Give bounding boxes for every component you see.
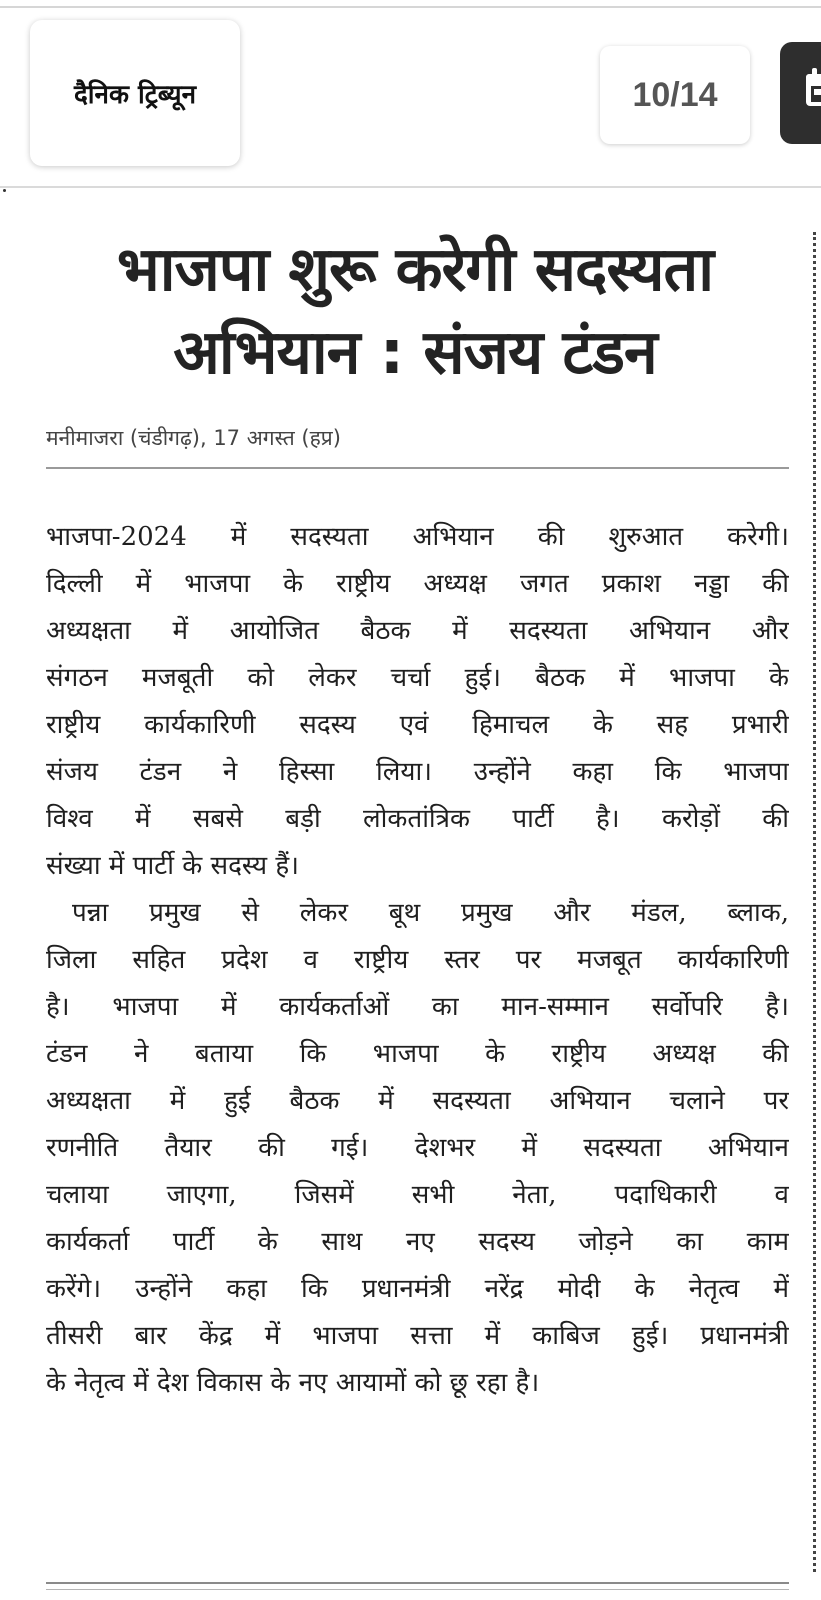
dateline-divider [46, 467, 789, 469]
publication-logo-button[interactable] [30, 20, 240, 166]
body-line: के नेतृत्व में देश विकास के नए आयामों को छू रहा है। [46, 1368, 540, 1398]
body-line: पन्ना प्रमुख से लेकर बूथ प्रमुख और मंडल, ब्लाक, [72, 898, 789, 928]
edge-dot [3, 189, 6, 192]
page-counter-button[interactable] [600, 46, 750, 144]
body-line: दिल्ली में भाजपा के राष्ट्रीय अध्यक्ष जगत प्रकाश नड्डा की [46, 569, 789, 599]
body-line: संगठन मजबूती को लेकर चर्चा हुई। बैठक में भाजपा के [46, 663, 789, 693]
body-line: है। भाजपा में कार्यकर्ताओं का मान-सम्मान सर्वोपरि है। [46, 992, 789, 1022]
clipping-edge [813, 232, 816, 1572]
article-dateline: मनीमाजरा (चंडीगढ़), 17 अगस्त (हप्र) [46, 426, 341, 450]
body-line: अध्यक्षता में आयोजित बैठक में सदस्यता अभियान और [46, 616, 789, 646]
bottom-divider [46, 1582, 789, 1584]
headline-line-2: अभियान : संजय टंडन [173, 317, 657, 388]
body-line: राष्ट्रीय कार्यकारिणी सदस्य एवं हिमाचल के सह प्रभारी [46, 710, 789, 740]
publication-logo: दैनिक ट्रिब्यून [73, 80, 197, 110]
body-line: कार्यकर्ता पार्टी के साथ नए सदस्य जोड़ने का काम [46, 1227, 789, 1257]
body-line: चलाया जाएगा, जिसमें सभी नेता, पदाधिकारी व [46, 1180, 789, 1210]
bottom-divider-thin [46, 1589, 789, 1590]
article-body [46, 514, 789, 1407]
body-line: रणनीति तैयार की गई। देशभर में सदस्यता अभियान [46, 1133, 789, 1163]
body-line: जिला सहित प्रदेश व राष्ट्रीय स्तर पर मजबूत कार्यकारिणी [46, 945, 789, 975]
body-line: संजय टंडन ने हिस्सा लिया। उन्होंने कहा कि भाजपा [46, 757, 789, 787]
header-divider [0, 186, 821, 188]
body-line: टंडन ने बताया कि भाजपा के राष्ट्रीय अध्यक्ष की [46, 1039, 789, 1069]
page-counter: 10/14 [632, 75, 718, 114]
body-line: भाजपा-2024 में सदस्यता अभियान की शुरुआत करेगी। [46, 522, 789, 552]
calendar-icon [804, 68, 821, 108]
top-divider [0, 6, 821, 8]
body-line: संख्या में पार्टी के सदस्य हैं। [46, 851, 300, 881]
body-line: तीसरी बार केंद्र में भाजपा सत्ता में काबिज हुई। प्रधानमंत्री [46, 1321, 789, 1351]
body-line: विश्व में सबसे बड़ी लोकतांत्रिक पार्टी है। करोड़ों की [46, 804, 789, 834]
calendar-button[interactable] [780, 42, 821, 144]
body-line: अध्यक्षता में हुई बैठक में सदस्यता अभियान चलाने पर [46, 1086, 789, 1116]
headline-line-1: भाजपा शुरू करेगी सदस्यता [116, 234, 714, 305]
article-headline [30, 228, 800, 394]
body-line: करेंगे। उन्होंने कहा कि प्रधानमंत्री नरेंद्र मोदी के नेतृत्व में [46, 1274, 789, 1304]
